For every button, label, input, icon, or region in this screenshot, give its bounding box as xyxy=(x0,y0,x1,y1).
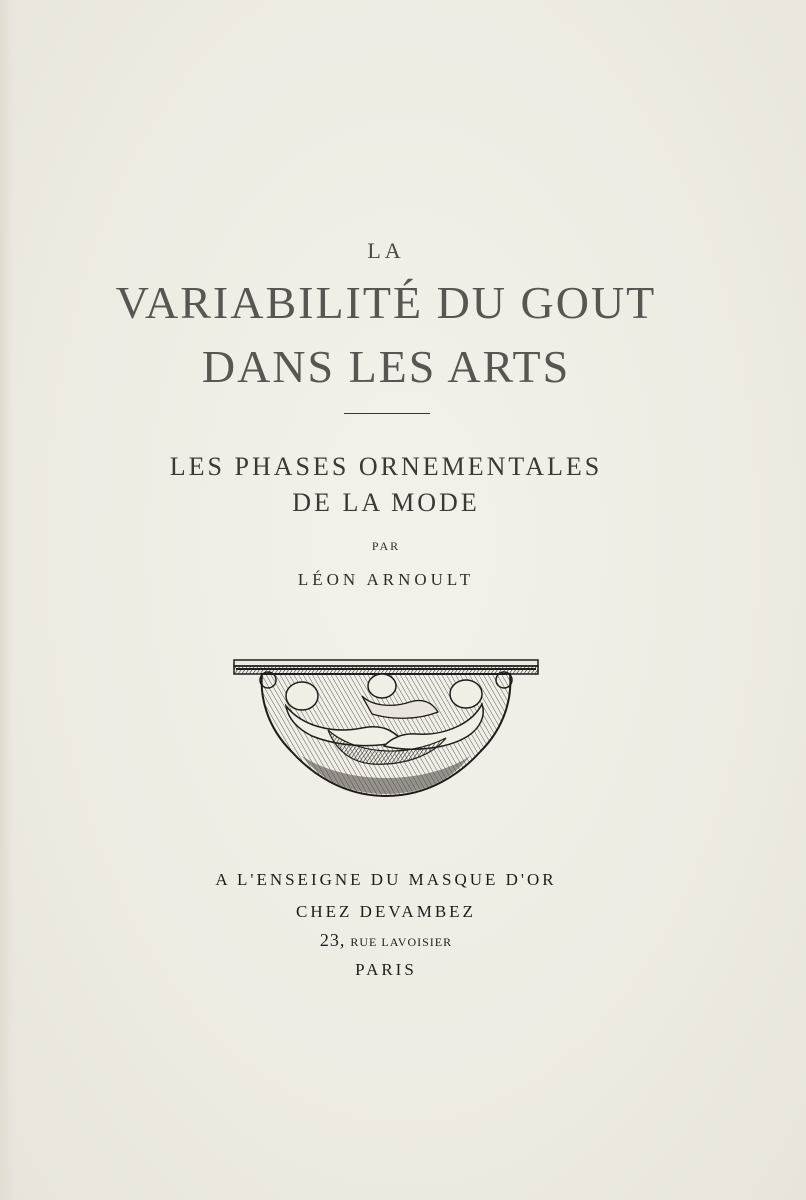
publisher-line-2: CHEZ DEVAMBEZ xyxy=(296,902,476,921)
page-title-line-1: VARIABILITÉ DU GOUT xyxy=(115,277,657,328)
binding-shadow xyxy=(0,0,14,1200)
carved-bracket-with-putti-icon xyxy=(232,656,540,802)
publisher-city: PARIS xyxy=(355,960,417,979)
by-label: PAR xyxy=(371,539,401,553)
author-name: LÉON ARNOULT xyxy=(297,570,475,589)
publisher-line-1: A L'ENSEIGNE DU MASQUE D'OR xyxy=(215,870,557,889)
title-divider xyxy=(344,413,430,414)
title-article: LA xyxy=(367,238,405,263)
page-title-line-2: DANS LES ARTS xyxy=(201,341,571,392)
address-street: RUE LAVOISIER xyxy=(350,935,453,949)
subtitle-line-1: LES PHASES ORNEMENTALES xyxy=(169,452,603,481)
subtitle-line-2: DE LA MODE xyxy=(292,488,480,517)
publisher-address xyxy=(0,930,772,951)
address-number: 23, xyxy=(319,930,346,950)
